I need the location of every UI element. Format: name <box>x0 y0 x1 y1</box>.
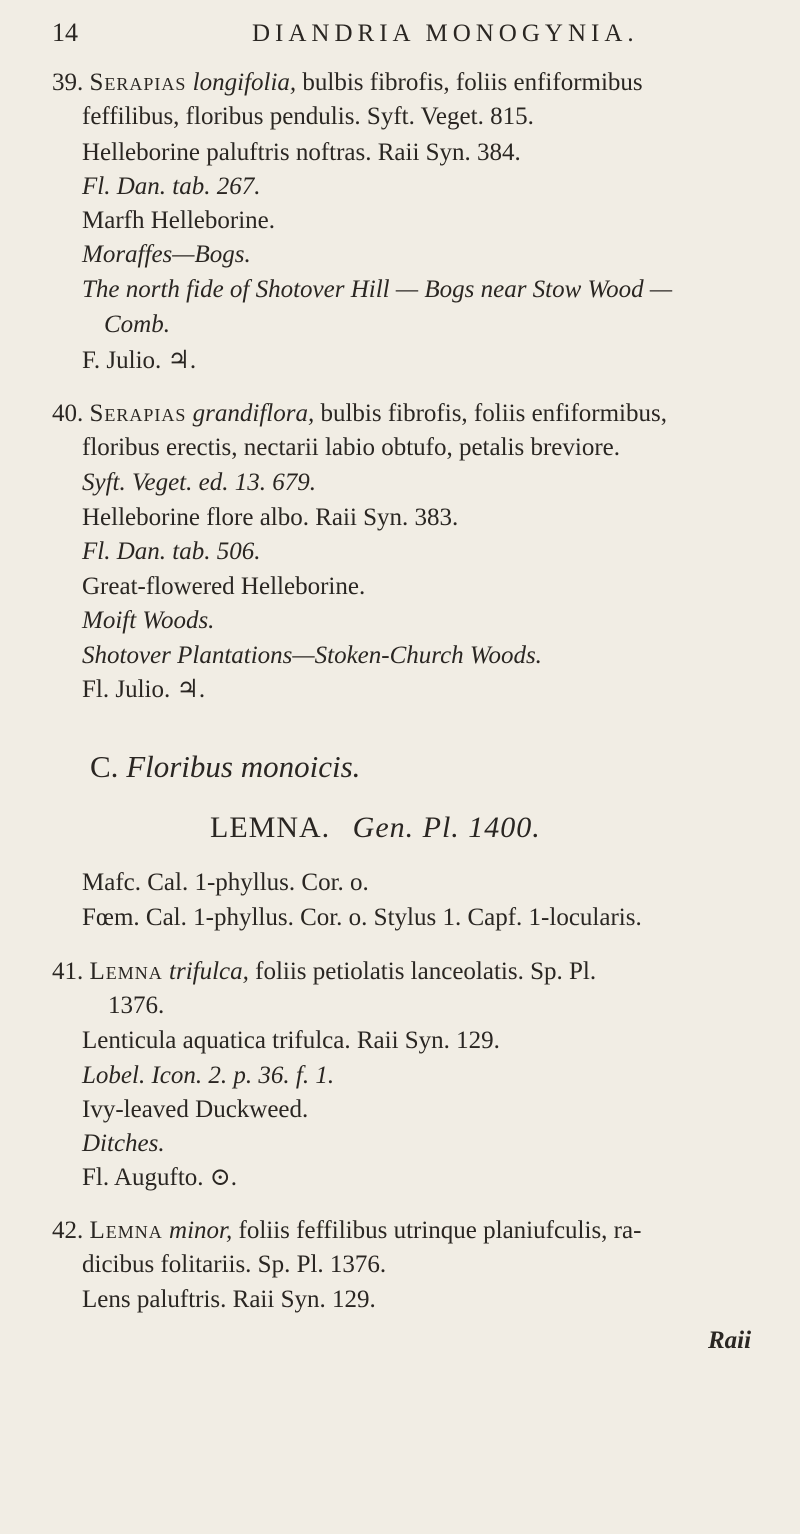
entry-number: 40. <box>52 400 84 427</box>
genus-name: Serapias <box>89 400 187 427</box>
entry-line: Fl. Dan. tab. 506. <box>82 538 261 565</box>
entry-locality: Comb. <box>104 311 170 338</box>
section-heading <box>90 749 360 785</box>
entry-flowering: F. Julio. ♃. <box>82 347 197 374</box>
genus-heading <box>210 811 541 845</box>
species-name: grandiflora, <box>192 400 315 427</box>
entry-line: Lens paluftris. Raii Syn. 129. <box>82 1286 376 1313</box>
genus-title: LEMNA. <box>210 811 331 844</box>
entry-line: floribus erectis, nectarii labio obtufo, petalis breviore. <box>82 434 621 461</box>
entry-habitat: Ditches. <box>82 1130 165 1157</box>
page-header <box>52 12 792 56</box>
section-letter: C. <box>90 749 119 784</box>
entry-text: bulbis fibrofis, foliis enfiformibus <box>302 69 643 96</box>
genus-name: Lemna <box>89 958 163 985</box>
running-title: DIANDRIA MONOGYNIA. <box>252 20 639 47</box>
species-name: trifulca, <box>169 958 249 985</box>
entry-text: bulbis fibrofis, foliis enfiformibus, <box>320 400 667 427</box>
entry-40-first-line <box>52 399 667 429</box>
genus-masc-characters: Mafc. Cal. 1-phyllus. Cor. o. <box>82 869 369 896</box>
entry-number: 39. <box>52 69 84 96</box>
entry-text: foliis petiolatis lanceolatis. Sp. Pl. <box>255 958 597 985</box>
entry-flowering: Fl. Julio. ♃. <box>82 676 206 703</box>
entry-line: Marfh Helleborine. <box>82 207 275 234</box>
entry-42-first-line <box>52 1216 641 1246</box>
section-title: Floribus monoicis. <box>126 749 361 784</box>
genus-foem-characters: Fœm. Cal. 1-phyllus. Cor. o. Stylus 1. Capf. 1-locularis. <box>82 904 642 931</box>
genus-reference: Gen. Pl. 1400. <box>352 811 541 844</box>
entry-flowering: Fl. Augufto. ⊙. <box>82 1164 237 1191</box>
species-name: minor, <box>169 1217 233 1244</box>
entry-line: Lenticula aquatica trifulca. Raii Syn. 129. <box>82 1027 500 1054</box>
genus-name: Serapias <box>89 69 187 96</box>
entry-line: Great-flowered Helleborine. <box>82 573 366 600</box>
entry-line: Helleborine flore albo. Raii Syn. 383. <box>82 504 459 531</box>
entry-line: Syft. Veget. ed. 13. 679. <box>82 469 316 496</box>
entry-line: 1376. <box>108 992 165 1019</box>
page-number: 14 <box>52 18 78 47</box>
entry-number: 41. <box>52 958 84 985</box>
entry-line: Helleborine paluftris noftras. Raii Syn. 384. <box>82 139 521 166</box>
entry-text: foliis feffilibus utrinque planiufculis, ra- <box>238 1217 642 1244</box>
entry-39-first-line <box>52 68 643 98</box>
species-name: longifolia, <box>192 69 297 96</box>
entry-line: Lobel. Icon. 2. p. 36. f. 1. <box>82 1062 335 1089</box>
entry-line: dicibus folitariis. Sp. Pl. 1376. <box>82 1251 387 1278</box>
entry-locality: The north fide of Shotover Hill — Bogs near Stow Wood — <box>82 276 673 303</box>
entry-habitat: Moraffes—Bogs. <box>82 241 251 268</box>
entry-habitat: Moift Woods. <box>82 607 215 634</box>
entry-line: Fl. Dan. tab. 267. <box>82 173 261 200</box>
genus-name: Lemna <box>89 1217 163 1244</box>
entry-line: feffilibus, floribus pendulis. Syft. Veget. 815. <box>82 103 534 130</box>
catchword: Raii <box>708 1327 752 1354</box>
entry-locality: Shotover Plantations—Stoken-Church Woods. <box>82 642 542 669</box>
entry-line: Ivy-leaved Duckweed. <box>82 1096 309 1123</box>
entry-41-first-line <box>52 957 596 987</box>
entry-number: 42. <box>52 1217 84 1244</box>
